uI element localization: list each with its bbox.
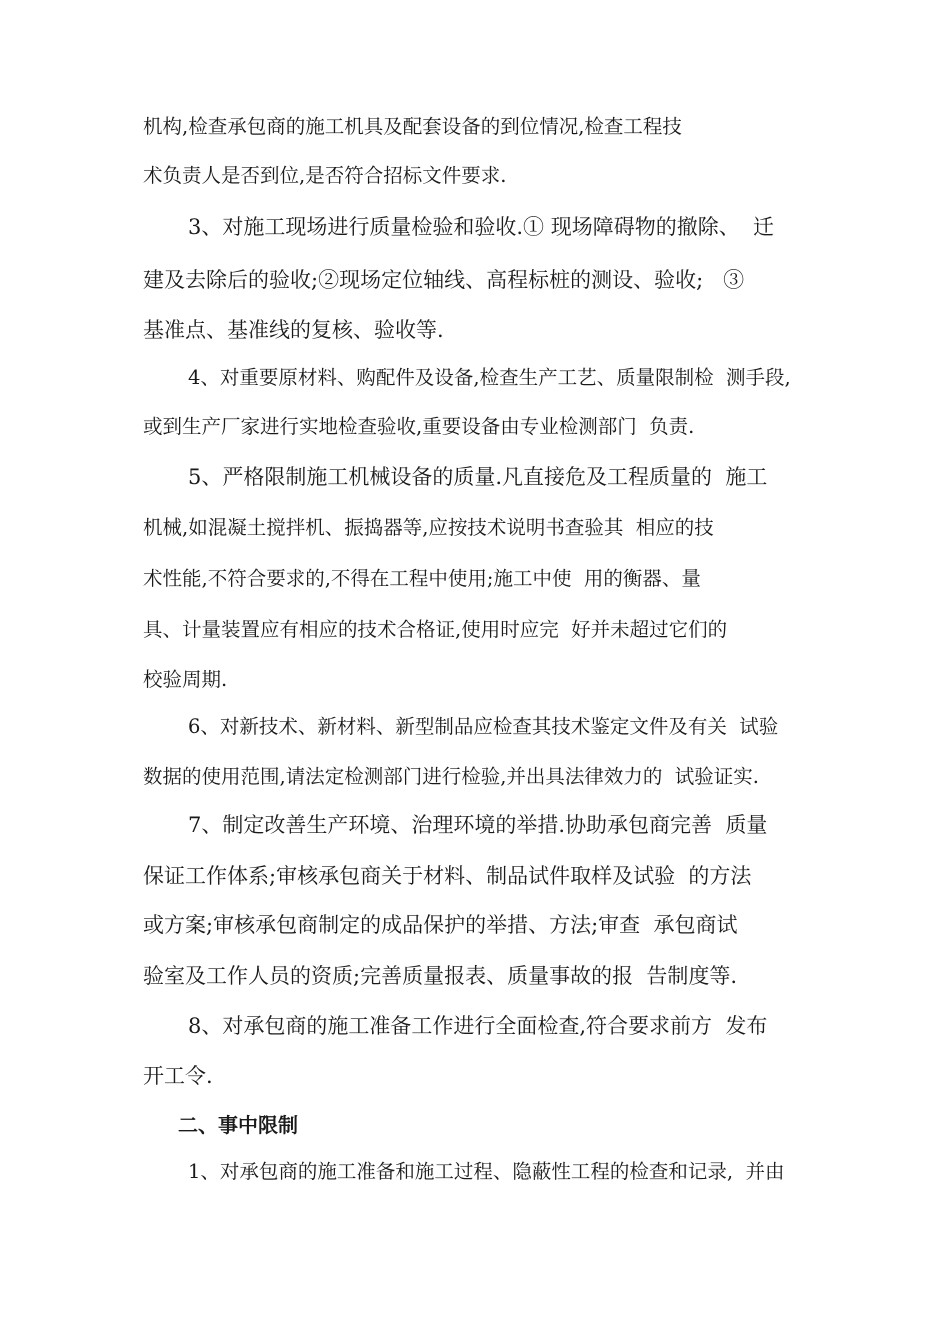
paragraph-line: 7、制定改善生产环境、治理环境的举措.协助承包商完善 质量 — [188, 813, 768, 837]
paragraph-line: 术负责人是否到位,是否符合招标文件要求. — [143, 164, 507, 187]
paragraph-line: 或方案;审核承包商制定的成品保护的举措、方法;审查 承包商试 — [143, 913, 738, 937]
paragraph-line: 3、对施工现场进行质量检验和验收.① 现场障碍物的撤除、 迁 — [188, 215, 775, 239]
paragraph-line: 具、计量装置应有相应的技术合格证,使用时应完 好并未超过它们的 — [143, 618, 728, 641]
paragraph-line: 术性能,不符合要求的,不得在工程中使用;施工中使 用的衡器、量 — [143, 567, 701, 590]
paragraph-line: 或到生产厂家进行实地检查验收,重要设备由专业检测部门 负责. — [143, 415, 695, 438]
paragraph-line: 基准点、基准线的复核、验收等. — [143, 318, 444, 342]
paragraph-line: 6、对新技术、新材料、新型制品应检查其技术鉴定文件及有关 试验 — [188, 715, 779, 738]
paragraph-line: 数据的使用范围,请法定检测部门进行检验,并出具法律效力的 试验证实. — [143, 765, 759, 788]
paragraph-line: 机构,检查承包商的施工机具及配套设备的到位情况,检查工程技 — [143, 115, 682, 138]
paragraph-line: 保证工作体系;审核承包商关于材料、制品试件取样及试验 的方法 — [143, 864, 752, 888]
paragraph-line: 1、对承包商的施工准备和施工过程、隐蔽性工程的检查和记录, 并由 — [188, 1160, 785, 1183]
paragraph-line: 校验周期. — [143, 668, 228, 691]
paragraph-line: 8、对承包商的施工准备工作进行全面检查,符合要求前方 发布 — [188, 1014, 768, 1038]
paragraph-line: 开工令. — [143, 1064, 213, 1088]
paragraph-line: 验室及工作人员的资质;完善质量报表、质量事故的报 告制度等. — [143, 964, 738, 988]
paragraph-line: 4、对重要原材料、购配件及设备,检查生产工艺、质量限制检 测手段, — [188, 366, 791, 389]
paragraph-line: 建及去除后的验收;②现场定位轴线、高程标桩的测设、验收; ③ — [143, 268, 745, 292]
paragraph-line: 5、严格限制施工机械设备的质量.凡直接危及工程质量的 施工 — [188, 465, 768, 489]
paragraph-line: 机械,如混凝土搅拌机、振捣器等,应按技术说明书查验其 相应的技 — [143, 516, 714, 539]
section-heading: 二、事中限制 — [178, 1113, 298, 1137]
